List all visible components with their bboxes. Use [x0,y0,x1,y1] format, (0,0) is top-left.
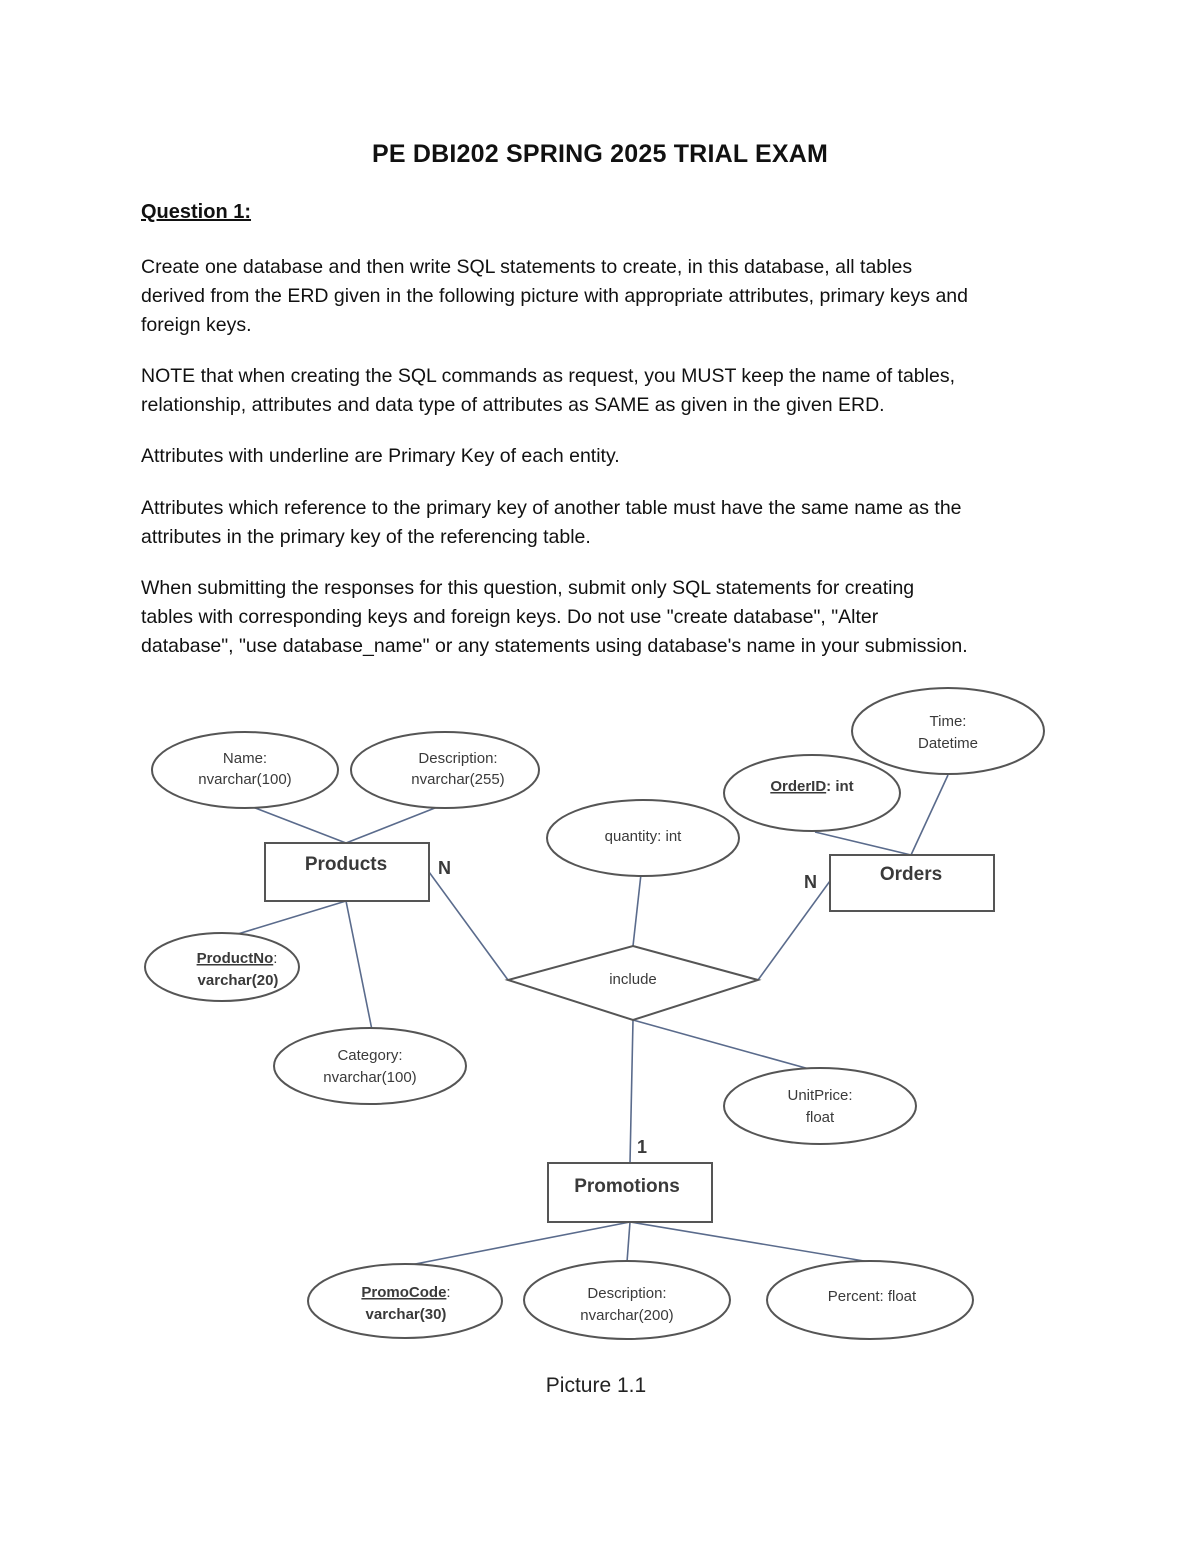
question-heading: Question 1: [141,201,252,223]
connector-line [758,881,830,980]
connector-line [627,1222,630,1262]
pk-attr-label [361,1284,450,1301]
attribute-ellipse [351,732,539,808]
text-line: derived from the ERD given in the following picture with appropriate attributes, primary keys and [141,285,968,307]
attr-label: quantity: int [604,828,682,845]
connector-line [250,806,346,843]
attr-type: float [805,1109,835,1126]
connector-line [228,901,346,937]
attr-type: nvarchar(200) [580,1307,674,1324]
pk-separator: : [273,950,278,967]
text-line: Create one database and then write SQL statements to create, in this database, all tables [141,256,913,278]
attr-label: Name: [222,750,268,767]
text-line: When submitting the responses for this question, submit only SQL statements for creating [141,577,915,599]
text-line: attributes in the primary key of the referencing table. [141,526,591,548]
connector-line [346,806,440,843]
text-line: Attributes which reference to the primary key of another table must have the same name as the [141,497,962,519]
attr-label: Percent: float [827,1288,917,1305]
attr-type: nvarchar(100) [323,1069,417,1086]
pk-attr-label [770,778,853,795]
text-line: Attributes with underline are Primary Key of each entity. [141,445,620,467]
entity-products-label: Products [304,854,388,875]
attribute-ellipse [724,1068,916,1144]
attribute-ellipse [274,1028,466,1104]
text-line: relationship, attributes and data type of attributes as SAME as given in the given ERD. [141,394,885,416]
pk-attr-label [197,950,278,967]
pk-attr-type: varchar(20) [197,972,279,989]
pk-separator: : [446,1284,451,1301]
connector-line [630,1222,870,1262]
attr-label: Category: [337,1047,403,1064]
pk-attr-type: varchar(30) [365,1306,447,1323]
attr-type: Datetime [917,735,979,752]
connector-line [815,832,911,855]
attr-label: Time: [929,713,967,730]
attr-label: UnitPrice: [787,1087,853,1104]
attr-type: nvarchar(100) [198,771,292,788]
cardinality-promotions: 1 [637,1137,648,1157]
entity-promotions-label: Promotions [574,1176,680,1197]
text-line: NOTE that when creating the SQL commands as request, you MUST keep the name of tables, [141,365,955,387]
cardinality-products: N [438,858,451,878]
pk-key-name: OrderID [770,778,827,795]
connector-line [429,872,508,980]
connector-line [911,775,948,855]
connector-line [633,874,641,946]
attribute-ellipse [852,688,1044,774]
pk-key-name: PromoCode [361,1284,447,1301]
pk-key-name: ProductNo [196,950,274,967]
connector-line [633,1020,820,1072]
text-line: database", "use database_name" or any statements using database's name in your submission. [141,635,968,657]
relationship-label: include [609,971,657,988]
attribute-ellipse [152,732,338,808]
exam-title: PE DBI202 SPRING 2025 TRIAL EXAM [371,140,829,168]
attribute-ellipse [145,933,299,1001]
cardinality-orders: N [804,872,817,892]
attr-type: nvarchar(255) [411,771,505,788]
pk-type: : int [826,778,854,795]
text-line: foreign keys. [141,314,252,336]
connector-line [405,1222,630,1266]
attribute-ellipse [308,1264,502,1338]
connector-line [346,901,372,1030]
connector-line [630,1020,633,1163]
attr-label: Description: [587,1285,667,1302]
figure-caption: Picture 1.1 [545,1374,647,1397]
attr-label: Description: [418,750,498,767]
entity-orders-label: Orders [879,864,943,885]
text-line: tables with corresponding keys and foreign keys. Do not use "create database", "Alter [141,606,879,628]
